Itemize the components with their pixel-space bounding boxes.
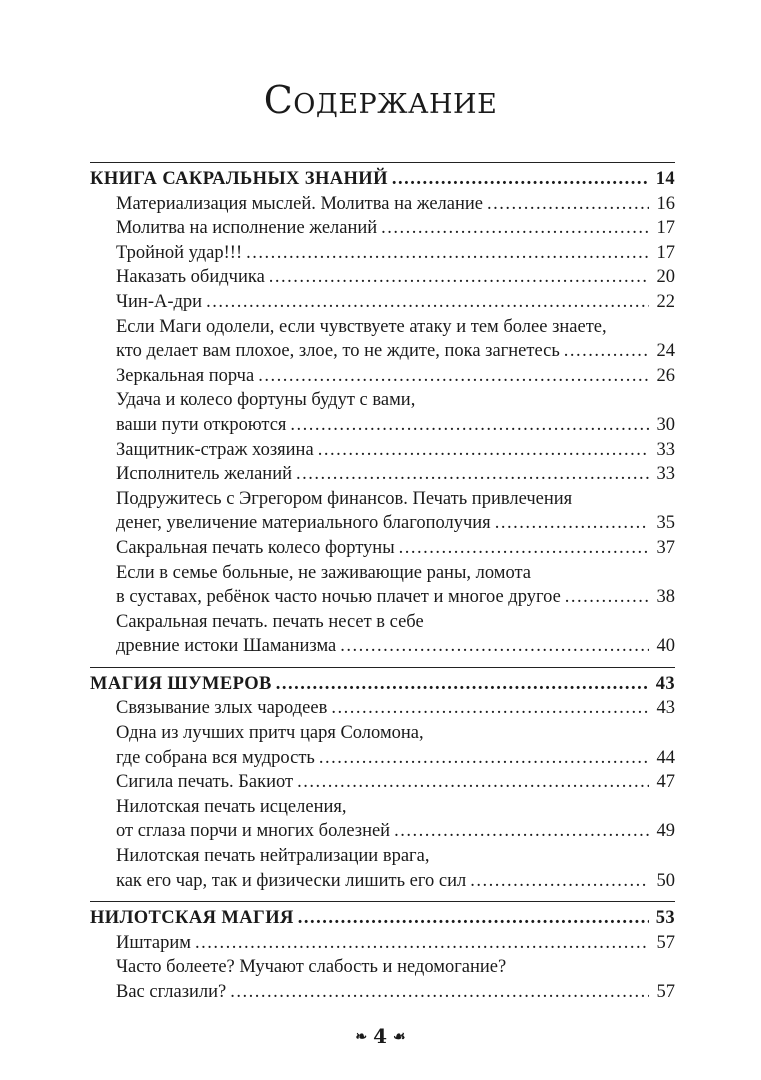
toc-entry[interactable] (90, 315, 675, 340)
toc-entry[interactable] (90, 388, 675, 413)
ornament-left-icon: ❧ (355, 1029, 368, 1045)
toc-leader-dots (564, 339, 649, 364)
toc-page-number: 47 (656, 772, 675, 793)
toc-page-number: 57 (656, 982, 675, 1002)
toc-page-number: 49 (656, 821, 675, 842)
ornament-right-icon: ☙ (393, 1029, 406, 1045)
toc-entry[interactable] (90, 265, 675, 290)
toc-leader-dots (319, 746, 649, 771)
toc-leader-dots (258, 364, 649, 389)
toc-entry[interactable] (90, 216, 675, 241)
toc-entry[interactable] (90, 869, 675, 894)
toc-page-number: 30 (656, 414, 675, 435)
page-title: Содержание (263, 78, 498, 122)
toc-entry-text: Нилотская печать нейтрализации врага, (116, 846, 430, 867)
toc-entry-text: Иштарим (116, 932, 191, 953)
toc-page-number: 38 (656, 587, 675, 608)
toc-leader-dots (246, 241, 649, 266)
toc-entry[interactable] (90, 585, 675, 610)
toc-entry[interactable] (90, 980, 675, 1005)
toc-leader-dots (269, 265, 649, 290)
toc-entry-text: денег, увеличение материального благополучия (116, 513, 491, 534)
toc-leader-dots (394, 819, 649, 844)
toc-entry-text: Чин-А-дри (116, 291, 203, 312)
toc-entry-text: Зеркальная порча (116, 365, 255, 386)
toc-section (90, 667, 675, 893)
toc-entry-text: Сакральная печать колесо фортуны (116, 537, 395, 558)
toc-page-number: 24 (656, 341, 675, 362)
toc-section (90, 162, 675, 659)
toc-entry[interactable] (90, 290, 675, 315)
toc-leader-dots (470, 869, 649, 894)
toc-entry[interactable] (90, 413, 675, 438)
toc-entry[interactable] (90, 462, 675, 487)
toc-entry-text: Связывание злых чародеев (116, 698, 328, 719)
toc-page-number: 17 (656, 218, 675, 239)
toc-entry[interactable] (90, 819, 675, 844)
toc-page-number: 20 (656, 267, 675, 288)
toc-entry[interactable] (90, 536, 675, 561)
toc-entry-text: кто делает вам плохое, злое, то не ждите, пока загнетесь (116, 341, 560, 362)
toc-section-heading[interactable] (90, 672, 675, 697)
toc-entry-text: Наказать обидчика (116, 267, 265, 288)
toc-entry[interactable] (90, 241, 675, 266)
toc-entry-text: Сакральная печать. печать несет в себе (116, 611, 424, 632)
toc-leader-dots (340, 634, 649, 659)
toc-entry[interactable] (90, 487, 675, 512)
toc-page-number: 26 (656, 365, 675, 386)
toc-entry[interactable] (90, 634, 675, 659)
toc-entry-text: Подружитесь с Эгрегором финансов. Печать привлечения (116, 488, 573, 509)
toc-leader-dots (399, 536, 649, 561)
toc-entry-text: Удача и колесо фортуны будут с вами, (116, 390, 416, 411)
toc-entry-text: как его чар, так и физически лишить его сил (116, 870, 467, 891)
toc-page-number: 57 (656, 932, 675, 953)
toc-entry-text: древние истоки Шаманизма (116, 636, 337, 657)
toc-section (90, 901, 675, 1004)
toc-entry-text: Вас сглазили? (116, 982, 227, 1002)
toc-entry[interactable] (90, 955, 675, 980)
toc-heading-text: НИЛОТСКАЯ МАГИЯ (90, 908, 294, 929)
toc-entry-text: Материализация мыслей. Молитва на желание (116, 193, 484, 214)
table-of-contents (90, 162, 675, 1013)
toc-page-number: 50 (656, 870, 675, 891)
toc-entry-text: Исполнитель желаний (116, 464, 292, 485)
toc-page-number: 14 (655, 169, 675, 189)
toc-page-number: 33 (656, 464, 675, 485)
toc-leader-dots (195, 931, 649, 956)
toc-entry[interactable] (90, 438, 675, 463)
page-number: 4 (373, 1024, 388, 1048)
toc-page-number: 17 (656, 242, 675, 263)
toc-entry[interactable] (90, 561, 675, 586)
toc-leader-dots (296, 462, 649, 487)
toc-leader-dots (298, 906, 649, 931)
toc-entry[interactable] (90, 795, 675, 820)
toc-leader-dots (318, 438, 649, 463)
toc-leader-dots (297, 770, 649, 795)
toc-entry-text: Тройной удар!!! (116, 242, 243, 263)
toc-entry-text: Нилотская печать исцеления, (116, 796, 347, 817)
toc-entry-text: Молитва на исполнение желаний (116, 218, 378, 239)
toc-entry[interactable] (90, 770, 675, 795)
toc-heading-text: МАГИЯ ШУМЕРОВ (90, 673, 272, 694)
toc-heading-text: КНИГА САКРАЛЬНЫХ ЗНАНИЙ (90, 169, 388, 189)
toc-entry-text: Одна из лучших притч царя Соломона, (116, 723, 424, 744)
toc-entry[interactable] (90, 511, 675, 536)
toc-page-number: 44 (656, 747, 675, 768)
toc-leader-dots (495, 511, 649, 536)
toc-entry-text: Если в семье больные, не заживающие раны, ломота (116, 562, 531, 583)
toc-page-number: 40 (656, 636, 675, 657)
toc-entry[interactable] (90, 746, 675, 771)
toc-entry[interactable] (90, 339, 675, 364)
toc-entry[interactable] (90, 192, 675, 217)
toc-leader-dots (230, 980, 649, 1005)
toc-leader-dots (565, 585, 649, 610)
toc-entry[interactable] (90, 610, 675, 635)
toc-page-number: 33 (656, 439, 675, 460)
toc-page-number: 37 (656, 537, 675, 558)
toc-page-number: 22 (656, 291, 675, 312)
toc-section-heading[interactable] (90, 906, 675, 931)
toc-leader-dots (381, 216, 649, 241)
toc-page-number: 35 (656, 513, 675, 534)
toc-page-number: 43 (656, 698, 675, 719)
toc-entry-text: Если Маги одолели, если чувствуете атаку и тем более знаете, (116, 316, 607, 337)
toc-section-heading[interactable] (90, 167, 675, 192)
toc-page-number: 43 (655, 673, 675, 694)
toc-entry-text: в суставах, ребёнок часто ночью плачет и многое другое (116, 587, 561, 608)
toc-entry[interactable] (90, 364, 675, 389)
toc-leader-dots (206, 290, 649, 315)
toc-leader-dots (392, 167, 649, 192)
toc-entry[interactable] (90, 696, 675, 721)
toc-leader-dots (290, 413, 649, 438)
toc-entry[interactable] (90, 721, 675, 746)
toc-entry[interactable] (90, 931, 675, 956)
toc-leader-dots (487, 192, 649, 217)
page-footer (0, 1024, 761, 1048)
toc-entry-text: Защитник-страж хозяина (116, 439, 314, 460)
toc-leader-dots (331, 696, 649, 721)
toc-entry-text: Часто болеете? Мучают слабость и недомогание? (116, 957, 507, 978)
toc-leader-dots (276, 672, 649, 697)
toc-entry-text: ваши пути откроются (116, 414, 287, 435)
toc-page-number: 16 (656, 193, 675, 214)
toc-entry-text: где собрана вся мудрость (116, 747, 315, 768)
toc-page-number: 53 (655, 908, 675, 929)
toc-entry[interactable] (90, 844, 675, 869)
toc-entry-text: от сглаза порчи и многих болезней (116, 821, 391, 842)
toc-entry-text: Сигила печать. Бакиот (116, 772, 294, 793)
